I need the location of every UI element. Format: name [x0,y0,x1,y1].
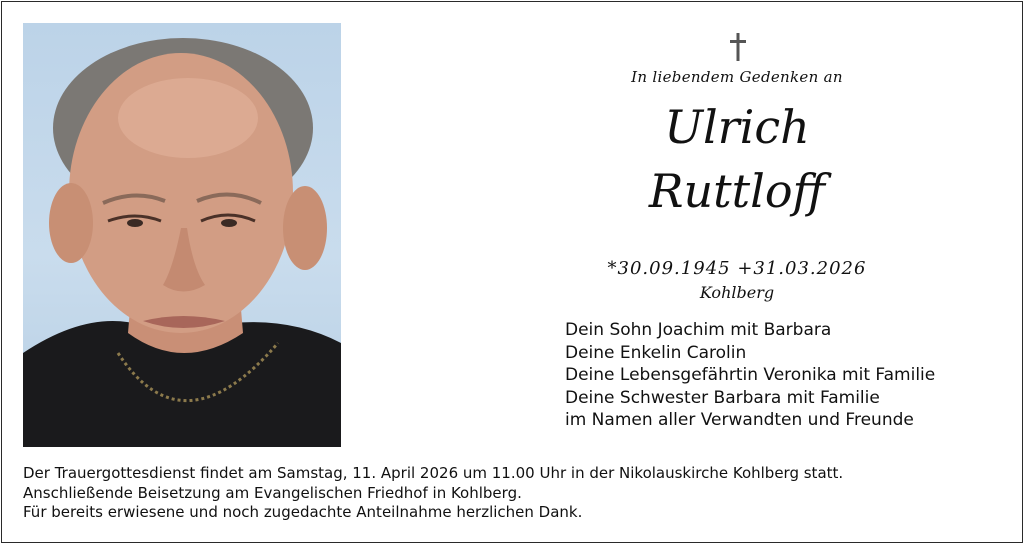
place-name: Kohlberg [699,283,775,302]
portrait-photo [23,23,341,447]
intro-text: In liebendem Gedenken an [631,68,843,86]
mourner-line: Deine Schwester Barbara mit Familie [565,387,880,408]
first-name: Ulrich [664,100,810,154]
portrait-illustration [23,23,341,447]
last-name: Ruttloff [648,164,826,218]
obituary-notice [1,1,1023,543]
info-line: Der Trauergottesdienst findet am Samstag, 11. April 2026 um 11.00 Uhr in der Nikolauskirche Kohlberg statt. [23,464,844,482]
mourner-line: im Namen aller Verwandten und Freunde [565,410,914,430]
mourner-line: Dein Sohn Joachim mit Barbara [565,320,832,340]
mourners-list [565,319,935,432]
cross-icon [728,32,748,62]
info-line: Für bereits erwiesene und noch zugedachte Anteilnahme herzlichen Dank. [23,503,583,521]
mourner-line: Deine Lebensgefährtin Veronika mit Familie [565,365,936,385]
mourner-line: Deine Enkelin Carolin [565,342,747,363]
life-dates: *30.09.1945 +31.03.2026 [607,258,867,279]
service-info [23,464,843,523]
info-line: Anschließende Beisetzung am Evangelischen Friedhof in Kohlberg. [23,483,522,502]
